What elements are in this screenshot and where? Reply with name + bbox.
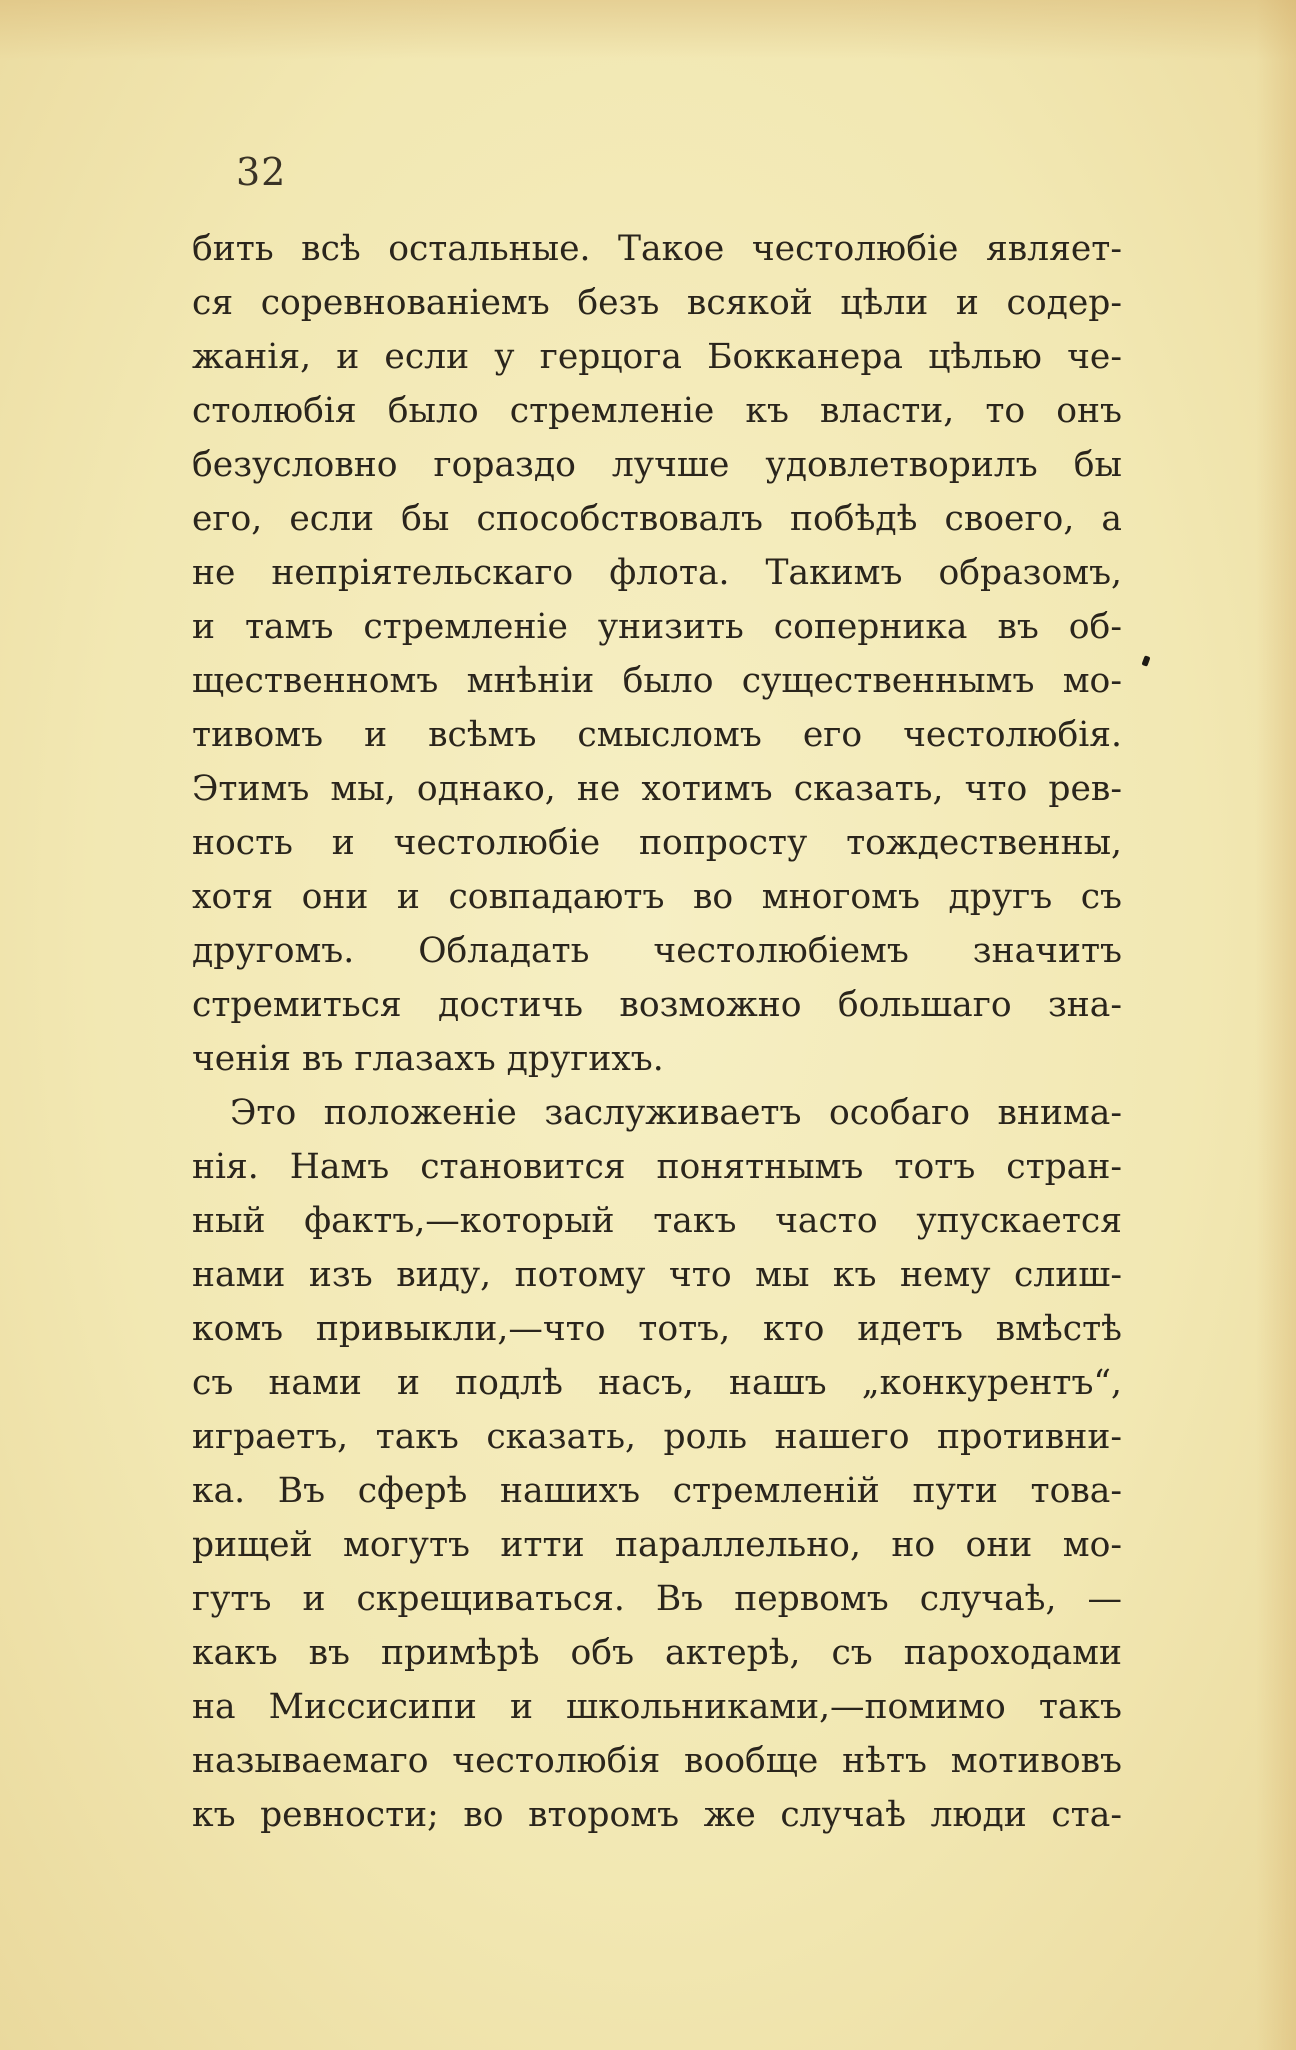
text-line: на Миссисипи и школьниками,—помимо такъ [192,1687,1122,1727]
text-line: комъ привыкли,—что тотъ, кто идетъ вмѣстѣ [192,1309,1122,1349]
ink-spot [1141,655,1150,666]
text-line: щественномъ мнѣніи было существеннымъ мо- [192,661,1122,701]
text-line: гутъ и скрещиваться. Въ первомъ случаѣ, — [192,1579,1122,1619]
text-line: нами изъ виду, потому что мы къ нему слиш- [192,1255,1122,1295]
text-line: другомъ. Обладать честолюбіемъ значитъ [192,931,1122,971]
text-line: какъ въ примѣрѣ объ актерѣ, съ пароходами [192,1633,1122,1673]
body-text [192,222,1122,1842]
paragraph-2 [192,1086,1122,1842]
page-edge-shading-right [1256,0,1296,2050]
paragraph-1 [192,222,1122,1086]
text-line: не непріятельскаго флота. Такимъ образомъ, [192,553,1122,593]
text-line: Этимъ мы, однако, не хотимъ сказать, что рев- [192,769,1122,809]
text-line: жанія, и если у герцога Бокканера цѣлью че- [192,337,1122,377]
text-line: ченія въ глазахъ другихъ. [192,1039,664,1079]
text-line: рищей могутъ итти параллельно, но они мо- [192,1525,1122,1565]
text-line: хотя они и совпадаютъ во многомъ другъ съ [192,877,1122,917]
text-line: его, если бы способствовалъ побѣдѣ своего, а [192,499,1122,539]
text-line: ный фактъ,—который такъ часто упускается [192,1201,1122,1241]
text-line: и тамъ стремленіе унизить соперника въ об- [192,607,1122,647]
text-line: играетъ, такъ сказать, роль нашего противни- [192,1417,1122,1457]
page-number: 32 [236,150,287,194]
text-line: съ нами и подлѣ насъ, нашъ „конкурентъ“, [192,1363,1122,1403]
text-line: ка. Въ сферѣ нашихъ стремленій пути това- [192,1471,1122,1511]
text-line: нія. Намъ становится понятнымъ тотъ стран- [192,1147,1122,1187]
text-line: называемаго честолюбія вообще нѣтъ мотивовъ [192,1741,1122,1781]
text-line: столюбія было стремленіе къ власти, то онъ [192,391,1122,431]
text-line: къ ревности; во второмъ же случаѣ люди ста- [192,1795,1122,1835]
text-line: ность и честолюбіе попросту тождественны, [192,823,1122,863]
text-line: безусловно гораздо лучше удовлетворилъ бы [192,445,1122,485]
text-line: тивомъ и всѣмъ смысломъ его честолюбія. [192,715,1122,755]
text-line: ся соревнованіемъ безъ всякой цѣли и содер- [192,283,1122,323]
text-line: стремиться достичь возможно большаго зна- [192,985,1122,1025]
text-line: Это положеніе заслуживаетъ особаго внима- [230,1093,1122,1133]
page-edge-shading-top [0,0,1296,60]
text-line: бить всѣ остальные. Такое честолюбіе являет- [192,229,1122,269]
